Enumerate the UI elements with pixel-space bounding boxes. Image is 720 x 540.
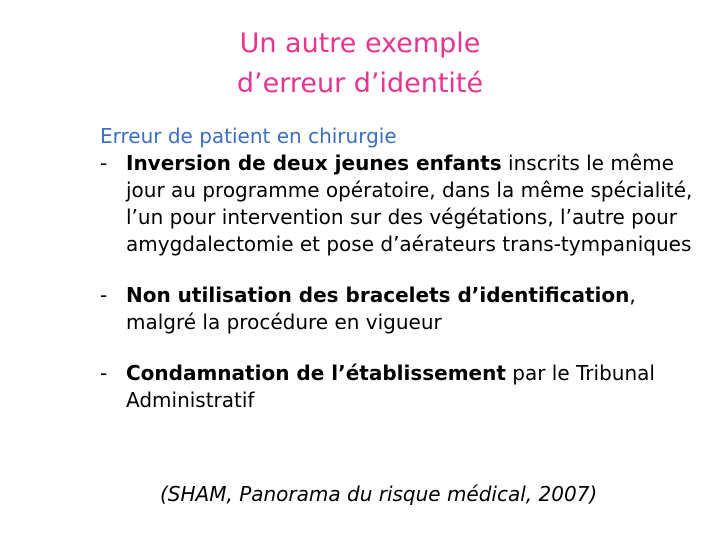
bullet-item-1 bbox=[100, 150, 700, 258]
bullet-dash: - bbox=[100, 283, 108, 307]
bullet-item-3 bbox=[100, 360, 700, 414]
section-heading: Erreur de patient en chirurgie bbox=[100, 124, 397, 148]
bullet-bold-text: Condamnation de l’établissement bbox=[126, 361, 506, 385]
slide-title-line-2: d’erreur d’identité bbox=[236, 68, 484, 99]
slide-content bbox=[100, 122, 700, 414]
bullet-text: , malgré la procédure en vigueur bbox=[126, 283, 636, 334]
bullet-text: par le Tribunal Administratif bbox=[126, 361, 655, 412]
bullet-text: inscrits le même jour au programme opératoire, dans la même spécialité, l’un pour intervention sur des végétations, l’autre pour amygdalectomie et pose d’aérateurs trans-tympaniques bbox=[126, 151, 693, 256]
bullet-dash: - bbox=[100, 151, 108, 175]
slide-title-line-1: Un autre exemple bbox=[239, 28, 481, 59]
bullet-bold-text: Non utilisation des bracelets d’identification bbox=[126, 283, 630, 307]
bullet-dash: - bbox=[100, 361, 108, 385]
slide-title bbox=[0, 24, 720, 104]
citation: (SHAM, Panorama du risque médical, 2007) bbox=[160, 482, 598, 506]
bullet-item-2 bbox=[100, 282, 700, 336]
bullet-bold-text: Inversion de deux jeunes enfants bbox=[126, 151, 502, 175]
